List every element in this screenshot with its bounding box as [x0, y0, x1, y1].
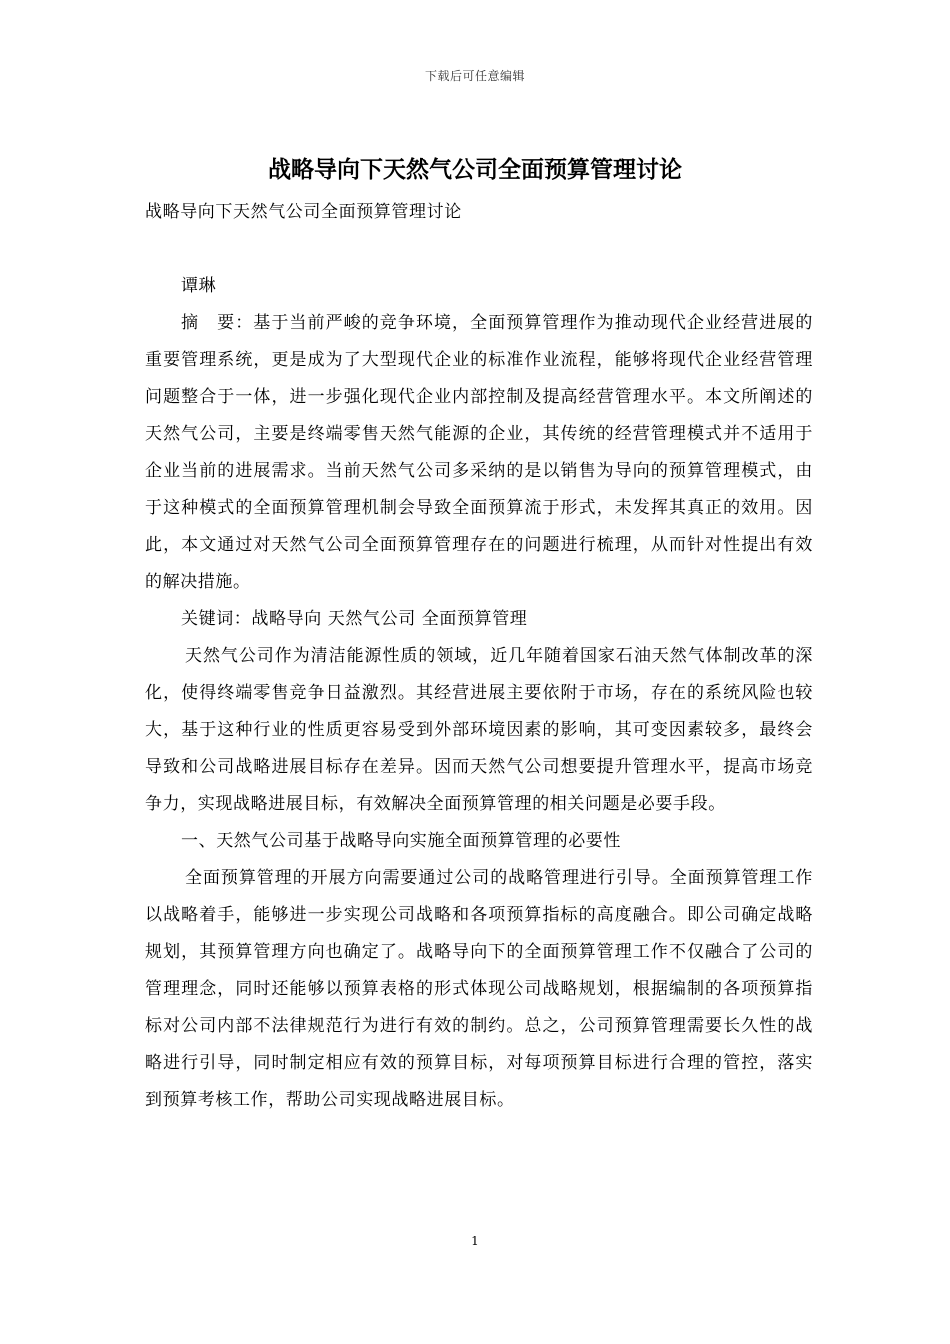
document-body: [145, 194, 813, 1119]
page-number: 1: [471, 1234, 479, 1248]
section-paragraph: 全面预算管理的开展方向需要通过公司的战略管理进行引导。全面预算管理工作以战略着手，能够进一步实现公司战略和各项预算指标的高度融合。即公司确定战略规划，其预算管理方向也确定了。战略导向下的全面预算管理工作不仅融合了公司的管理理念，同时还能够以预算表格的形式体现公司战略规划，根据编制的各项预算指标对公司内部不法律规范行为进行有效的制约。总之，公司预算管理需要长久性的战略进行引导，同时制定相应有效的预算目标，对每项预算目标进行合理的管控，落实到预算考核工作，帮助公司实现战略进展目标。: [145, 868, 813, 1110]
document-subtitle: 战略导向下天然气公司全面预算管理讨论: [145, 202, 462, 222]
keywords-line: 关键词：战略导向 天然气公司 全面预算管理: [181, 609, 528, 629]
intro-paragraph: 天然气公司作为清洁能源性质的领域，近几年随着国家石油天然气体制改革的深化，使得终端零售竞争日益激烈。其经营进展主要依附于市场，存在的系统风险也较大，基于这种行业的性质更容易受到外部环境因素的影响，其可变因素较多，最终会导致和公司战略进展目标存在差异。因而天然气公司想要提升管理水平，提高市场竞争力，实现战略进展目标，有效解决全面预算管理的相关问题是必要手段。: [145, 646, 813, 814]
abstract-paragraph: 摘 要：基于当前严峻的竞争环境，全面预算管理作为推动现代企业经营进展的重要管理系统，更是成为了大型现代企业的标准作业流程，能够将现代企业经营管理问题整合于一体，进一步强化现代企业内部控制及提高经营管理水平。本文所阐述的天然气公司，主要是终端零售天然气能源的企业，其传统的经营管理模式并不适用于企业当前的进展需求。当前天然气公司多采纳的是以销售为导向的预算管理模式，由于这种模式的全面预算管理机制会导致全面预算流于形式，未发挥其真正的效用。因此，本文通过对天然气公司全面预算管理存在的问题进行梳理，从而针对性提出有效的解决措施。: [145, 313, 813, 592]
document-title: 战略导向下天然气公司全面预算管理讨论: [268, 157, 682, 183]
section-heading: 一、天然气公司基于战略导向实施全面预算管理的必要性: [181, 831, 621, 851]
header-note: 下载后可任意编辑: [424, 69, 525, 83]
blank-line: [145, 231, 813, 268]
author-name: 谭琳: [181, 276, 217, 296]
